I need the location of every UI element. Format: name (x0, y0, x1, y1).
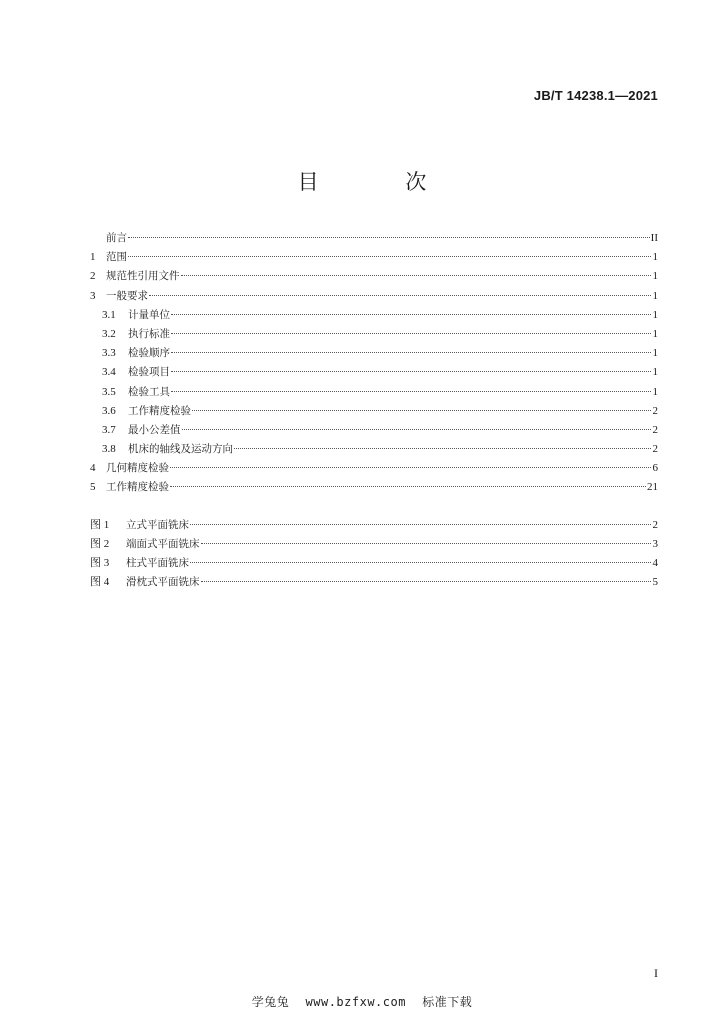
entry-label: 立式平面铣床 (126, 518, 189, 531)
entry-page: 2 (652, 404, 658, 417)
footer (0, 993, 724, 1010)
dot-leader (234, 436, 651, 449)
entry-page: 6 (652, 462, 658, 475)
entry-label: 计量单位 (128, 308, 170, 321)
figure-entries (90, 515, 658, 592)
entry-label: 端面式平面铣床 (126, 537, 200, 550)
dot-leader (171, 359, 651, 372)
dot-leader (171, 321, 651, 334)
entry-page: 2 (652, 443, 658, 456)
entry-number: 2 (90, 270, 96, 283)
entry-page: 5 (652, 576, 658, 589)
entry-number: 3.5 (102, 385, 116, 398)
entry-number: 图 4 (90, 576, 110, 589)
entry-number: 3.1 (102, 308, 116, 321)
footer-tagline: 标准下载 (422, 995, 473, 1009)
entry-label: 几何精度检验 (106, 462, 169, 475)
figure-entry[interactable] (90, 572, 658, 591)
entry-label: 工作精度检验 (128, 404, 191, 417)
entry-page: 1 (652, 347, 658, 360)
entry-page: 4 (652, 557, 658, 569)
entry-number: 4 (90, 462, 96, 475)
entry-label: 检验项目 (128, 366, 170, 379)
entry-page: 2 (652, 423, 658, 436)
dot-leader (190, 550, 651, 563)
entry-page: 1 (652, 366, 658, 379)
entry-label: 最小公差值 (128, 423, 181, 436)
entry-page: 21 (647, 481, 658, 494)
entry-label: 工作精度检验 (106, 481, 169, 494)
entry-number: 图 1 (90, 518, 110, 531)
entry-page: 1 (652, 289, 658, 302)
dot-leader (192, 398, 651, 411)
dot-leader (128, 225, 650, 238)
entry-label: 范围 (106, 251, 127, 264)
entry-page: 1 (652, 270, 658, 283)
entry-label: 机床的轴线及运动方向 (128, 443, 233, 456)
entry-page: 1 (652, 327, 658, 340)
dot-leader (190, 512, 651, 525)
entry-label: 滑枕式平面铣床 (126, 576, 200, 589)
dot-leader (171, 340, 651, 353)
entry-page: 1 (652, 385, 658, 398)
entry-number: 3.2 (102, 327, 116, 340)
dot-leader (181, 263, 652, 276)
dot-leader (201, 569, 652, 582)
entry-page: II (650, 232, 658, 244)
entry-page: 3 (652, 537, 658, 550)
page-title: 目 次 (297, 170, 467, 194)
dot-leader (171, 379, 651, 392)
dot-leader (170, 455, 651, 468)
dot-leader (182, 417, 652, 430)
entry-number: 图 2 (90, 537, 110, 550)
entry-label: 柱式平面铣床 (126, 557, 189, 569)
entry-page: 1 (652, 251, 658, 264)
entry-label: 规范性引用文件 (106, 270, 180, 283)
entry-number: 1 (90, 251, 96, 264)
footer-url[interactable]: www.bzfxw.com (305, 995, 406, 1009)
entry-number: 3.8 (102, 443, 116, 456)
entry-label: 检验顺序 (128, 347, 170, 360)
entry-number: 3.6 (102, 404, 116, 417)
page-number: I (654, 966, 658, 980)
entry-label: 检验工具 (128, 385, 170, 398)
dot-leader (149, 283, 651, 296)
dot-leader (128, 244, 651, 257)
toc-entries (90, 228, 658, 497)
table-of-contents (90, 228, 658, 591)
entry-page: 1 (652, 308, 658, 321)
entry-label: 前言 (106, 232, 127, 244)
entry-number: 图 3 (90, 557, 110, 569)
entry-number: 5 (90, 481, 96, 494)
dot-leader (171, 302, 651, 315)
entry-number: 3 (90, 289, 96, 302)
entry-label: 一般要求 (106, 289, 148, 302)
footer-site-name: 学兔兔 (251, 995, 290, 1009)
dot-leader (201, 531, 652, 544)
dot-leader (170, 474, 646, 487)
toc-entry[interactable] (90, 477, 658, 496)
entry-number: 3.7 (102, 423, 116, 436)
entry-page: 2 (652, 518, 658, 531)
entry-label: 执行标准 (128, 327, 170, 340)
entry-number: 3.4 (102, 366, 116, 379)
entry-number: 3.3 (102, 347, 116, 360)
document-code: JB/T 14238.1—2021 (533, 88, 658, 103)
